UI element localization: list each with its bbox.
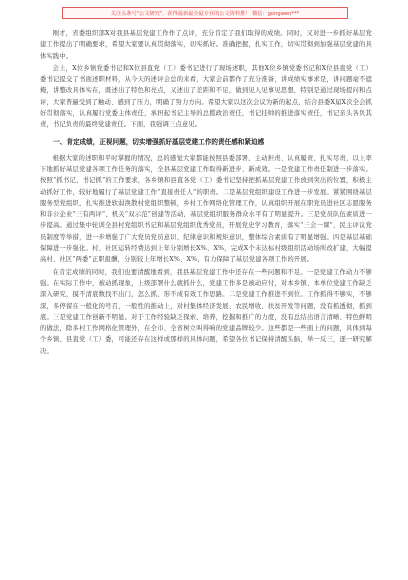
section1-paragraph-2: 在肯定成绩的同时，我们也要清醒地看到，我县基层党建工作中还存在一些问题和不足。一是党建工作动力不够强。在实际工作中，被动抓现象，上级部署什么就抓什么，党建工作多是被动应付，对本乡镇、本单位党建工作缺乏深入研究，摸不清底数找不出门，怎么抓、形不成有效工作思路。二是党建工作推进不到位。工作抓得不够实，不够深，多停留在一般化的号召，一般性的推动上，对村集体经济发展、农民增收、扶贫开发等问题，没有抓透彻，抓到底。三是党建工作创新不明显。对于工作经验缺乏探索、培养，挖掘和推广的力度，没有总结出语言清晰、特色鲜明的做法，除多村工作网格化管理外，在全市、全省树立叫得响的党建品牌较少。这些都是一些面上的问题，具体到每个乡镇、县直党（工）委，可能还存在这样或那样的具体问题，希望各位书记保持清醒头脑，举一反三，逐一研究解决。 bbox=[40, 268, 372, 355]
section-heading-1: 一、肯定成绩，正视问题，切实增强抓好基层党建工作的责任感和紧迫感 bbox=[53, 137, 265, 146]
promo-banner[interactable]: 关注头条号"公文研究"，获得最新最全最专业的公文资料推！ 微信：gongwen*** bbox=[62, 7, 348, 19]
intro-paragraph-2: 会上，X位乡镇党委书记和X位县直党（工）委书记进行了现场述职，其他X位乡镇党委书记和X位县直党（工）委书记提交了书面述职材料，从今天的述评会总的来看，大家会前都作了充分准备，讲成绩实事求是，讲问题毫不遮掩，讲整改具体实在，既述出了特色和亮点，又述出了差距和不足，做到见人见事见思想，特别是通过现场提问和点评，大家普遍受到了触动、感到了压力，明确了努力方向。希望大家以这次会议为新的起点，结合县委X届X次全会抓好贯彻落实，认真履行党委主体责任，承担起书记主导的总揽政治责任，书记挂帅的推进落实责任，书记亲头各负其责，书记负责的最终党建责任。下面，我强调三点意见。 bbox=[40, 64, 372, 129]
document-body bbox=[40, 28, 372, 357]
intro-paragraph-1: 刚才，省委组织部X对我县基层党建工作作了点评，充分肯定了我们取得的成绩。同时，又对进一步抓好基层党建工作提出了明确要求，希望大家要认真贯彻落实，切实抓好。准确把握，扎实工作，切实贯彻到加强基层党建的具体实践中。 bbox=[40, 30, 372, 60]
section1-paragraph-1: 根据大家的述职和平时掌握的情况，总的感觉大家都能按照县委部署，主动担责、认真履责、扎实尽责，以上率下地抓好基层党建各项工作任务的落实，全县基层党建工作取得新进步、新成效。一是党建工作责任制进一步落实。按照“抓书记、书记抓”的工作要求，各乡镇和县直各党（工）委书记坚持把抓基层党建工作放到突出的位置，积极主动抓好工作，较好地履行了基层党建工作“直接责任人”的职责。二是基层党组织建设工作进一步发展。紧紧围绕基层服务型党组织，扎实推进软弱涣散村党组织整顿，乡村工作网络化管理工作，认真组织开展在职党员进社区志愿服务和非公企业“三有两评”、机关“双示范”创建等活动，基层党组织服务群众水平有了明显提升。三是党员队伍素质进一步提高。通过集中轮训全县村党组织书记和基层党组织优秀党员，开展党史学习教育，落实“三会一课”、民主评议党员制度等举措，进一步增强了广大党员党员意识、纪律意识和规矩意识，整体综合素质有了明显增强。四是基层基础保障进一步强化。村、社区运转经费达到上年分别增长X%、X%，完成X个未达标村级组织活动场所改扩建，大幅提高村、社区“两委”正职报酬，分别较上年增长X%、X%，有力保障了基层党建各项工作的开展。 bbox=[40, 154, 372, 264]
